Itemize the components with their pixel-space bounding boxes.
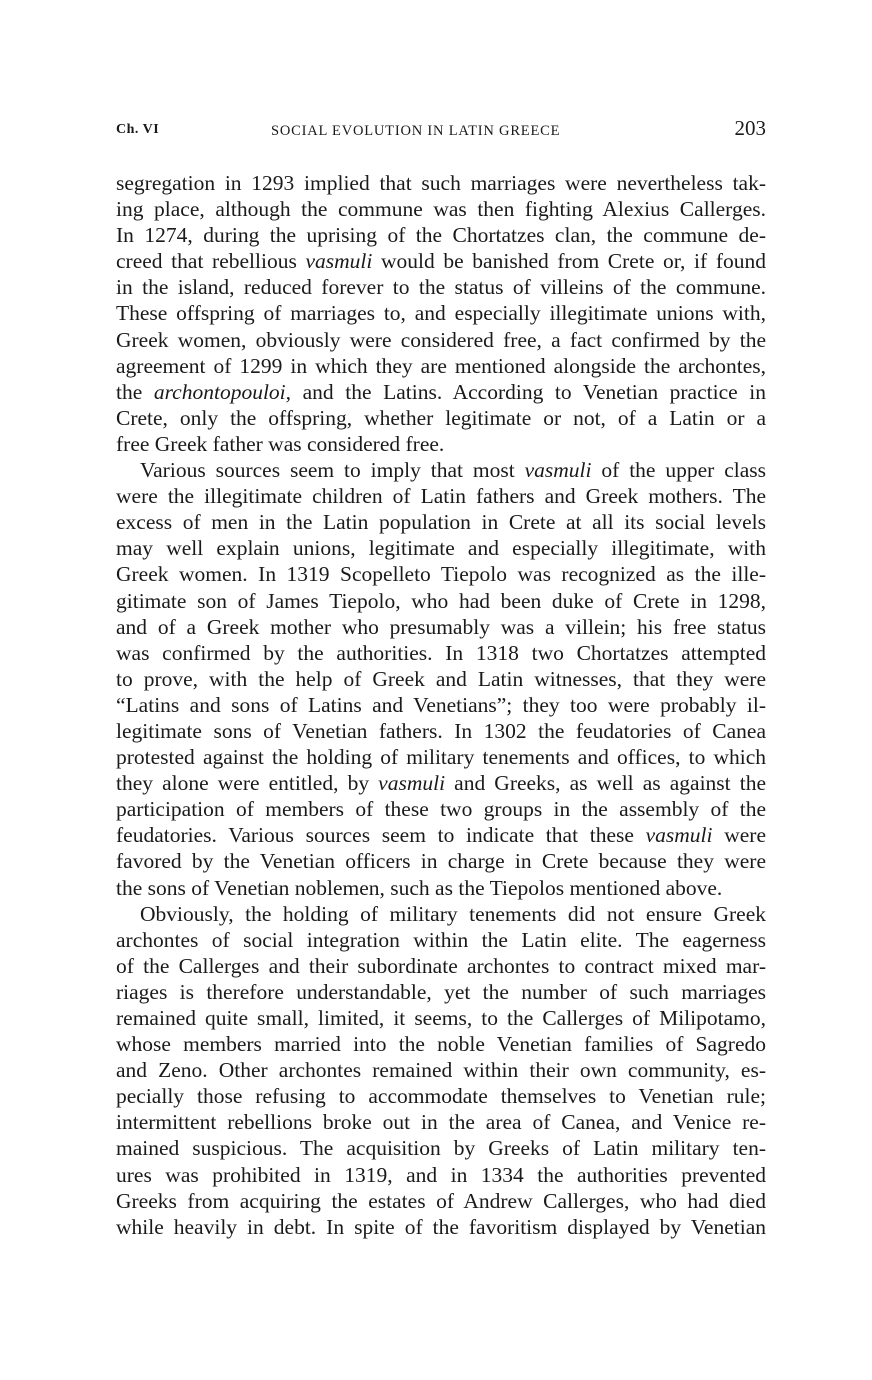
text-line: Obviously, the holding of military tenements did not ensure Greek (140, 901, 766, 926)
text-line: while heavily in debt. In spite of the favoritism displayed by Venetian (116, 1214, 766, 1239)
text-line: These offspring of marriages to, and especially illegitimate unions with, (116, 301, 766, 326)
text-line: ures was prohibited in 1319, and in 1334 the authorities prevented (116, 1162, 766, 1187)
body-text (116, 170, 766, 1240)
text-line: archontes of social integration within the Latin elite. The eagerness (116, 927, 766, 952)
text-line: the archontopouloi, and the Latins. According to Venetian practice in (116, 379, 766, 404)
text-line: pecially those refusing to accommodate themselves to Venetian rule; (116, 1084, 766, 1109)
text-line: segregation in 1293 implied that such marriages were nevertheless tak- (116, 171, 766, 195)
page-number: 203 (734, 116, 766, 140)
italic-term: vasmuli (524, 458, 592, 483)
text-line: mained suspicious. The acquisition by Greeks of Latin military ten- (116, 1136, 766, 1161)
running-title: SOCIAL EVOLUTION IN LATIN GREECE (271, 123, 561, 139)
text-line: to prove, with the help of Greek and Latin witnesses, that they were (116, 666, 766, 691)
text-line: participation of members of these two groups in the assembly of the (116, 797, 766, 822)
text-line: protested against the holding of military tenements and offices, to which (116, 745, 766, 770)
text-line: feudatories. Various sources seem to indicate that these vasmuli were (116, 823, 766, 848)
text-line: and of a Greek mother who presumably was a villein; his free status (116, 614, 766, 639)
text-line: intermittent rebellions broke out in the area of Canea, and Venice re- (116, 1110, 766, 1135)
text-line: were the illegitimate children of Latin fathers and Greek mothers. The (116, 484, 766, 509)
text-line: “Latins and sons of Latins and Venetians”; they too were probably il- (116, 692, 766, 717)
chapter-label: Ch. VI (116, 122, 160, 137)
text-line: in the island, reduced forever to the status of villeins of the commune. (116, 275, 766, 300)
text-line: the sons of Venetian noblemen, such as the Tiepolos mentioned above. (116, 875, 723, 900)
paragraph (116, 170, 766, 457)
text-line: of the Callerges and their subordinate archontes to contract mixed mar- (116, 953, 766, 978)
text-line: favored by the Venetian officers in charge in Crete because they were (116, 849, 766, 874)
italic-term: archontopouloi, (153, 379, 292, 404)
text-line: was confirmed by the authorities. In 1318 two Chortatzes attempted (116, 640, 766, 665)
italic-term: vasmuli (378, 771, 446, 796)
running-head (116, 116, 766, 146)
text-line: agreement of 1299 in which they are mentioned alongside the archontes, (116, 353, 766, 378)
text-line: may well explain unions, legitimate and especially illegitimate, with (116, 536, 766, 561)
text-line: remained quite small, limited, it seems, to the Callerges of Milipotamo, (116, 1006, 766, 1030)
text-line: Various sources seem to imply that most vasmuli of the upper class (140, 458, 767, 483)
paragraph (116, 457, 766, 901)
paragraph (116, 901, 766, 1240)
text-line: Greeks from acquiring the estates of Andrew Callerges, who had died (116, 1188, 766, 1213)
text-line: Greek women, obviously were considered free, a fact confirmed by the (116, 327, 766, 352)
text-line: they alone were entitled, by vasmuli and Greeks, as well as against the (116, 771, 767, 796)
text-line: excess of men in the Latin population in Crete at all its social levels (116, 510, 766, 535)
text-line: riages is therefore understandable, yet the number of such marriages (116, 979, 766, 1004)
text-line: Greek women. In 1319 Scopelleto Tiepolo was recognized as the ille- (116, 562, 766, 587)
text-line: legitimate sons of Venetian fathers. In 1302 the feudatories of Canea (116, 718, 766, 743)
text-line: and Zeno. Other archontes remained within their own community, es- (116, 1058, 766, 1083)
text-line: creed that rebellious vasmuli would be banished from Crete or, if found (116, 249, 766, 274)
text-line: ing place, although the commune was then fighting Alexius Callerges. (116, 197, 766, 222)
text-line: Crete, only the offspring, whether legitimate or not, of a Latin or a (116, 405, 766, 430)
text-line: gitimate son of James Tiepolo, who had been duke of Crete in 1298, (116, 588, 766, 613)
text-line: In 1274, during the uprising of the Chortatzes clan, the commune de- (116, 223, 766, 248)
text-line: free Greek father was considered free. (116, 431, 445, 456)
text-line: whose members married into the noble Venetian families of Sagredo (116, 1032, 766, 1057)
italic-term: vasmuli (305, 249, 373, 274)
italic-term: vasmuli (645, 823, 713, 848)
